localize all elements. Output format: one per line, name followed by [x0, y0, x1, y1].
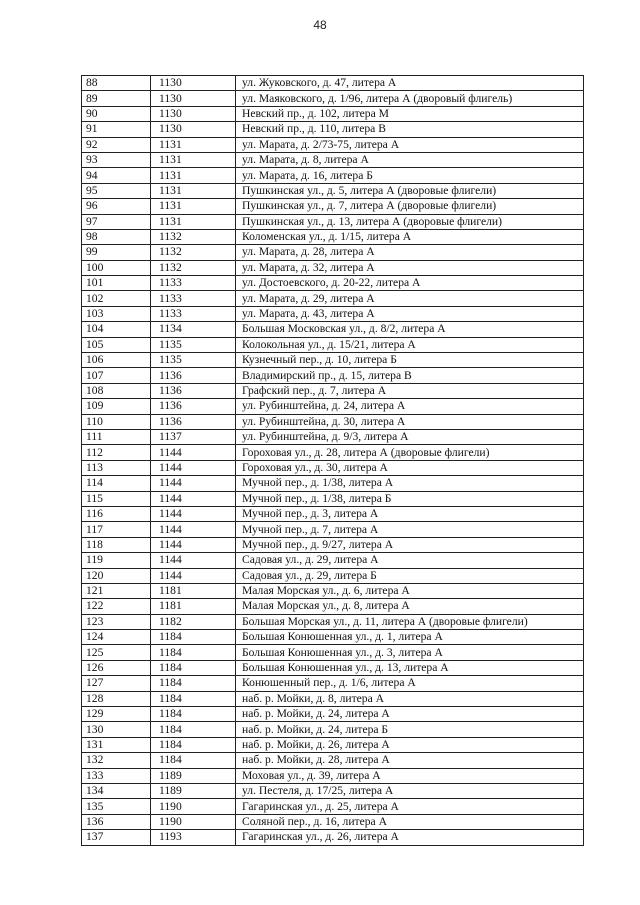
table-row	[82, 583, 584, 598]
row-number-cell: 98	[82, 229, 151, 244]
address-cell: Колокольная ул., д. 15/21, литера А	[236, 337, 584, 352]
row-number-cell: 101	[82, 276, 151, 291]
address-cell: ул. Пестеля, д. 17/25, литера А	[236, 783, 584, 798]
row-number-cell: 133	[82, 768, 151, 783]
address-cell: наб. р. Мойки, д. 28, литера А	[236, 753, 584, 768]
row-number-cell: 95	[82, 183, 151, 198]
block-code-cell: 1184	[151, 691, 236, 706]
row-number-cell: 130	[82, 722, 151, 737]
table-row	[82, 753, 584, 768]
address-cell: наб. р. Мойки, д. 24, литера А	[236, 707, 584, 722]
row-number-cell: 113	[82, 460, 151, 475]
block-code-cell: 1144	[151, 568, 236, 583]
row-number-cell: 107	[82, 368, 151, 383]
address-cell: ул. Достоевского, д. 20-22, литера А	[236, 276, 584, 291]
table-row	[82, 553, 584, 568]
table-row	[82, 768, 584, 783]
row-number-cell: 136	[82, 814, 151, 829]
block-code-cell: 1189	[151, 768, 236, 783]
block-code-cell: 1131	[151, 214, 236, 229]
address-cell: Большая Конюшенная ул., д. 3, литера А	[236, 645, 584, 660]
block-code-cell: 1134	[151, 322, 236, 337]
table-row	[82, 476, 584, 491]
table-row	[82, 337, 584, 352]
block-code-cell: 1184	[151, 630, 236, 645]
row-number-cell: 122	[82, 599, 151, 614]
block-code-cell: 1136	[151, 414, 236, 429]
row-number-cell: 100	[82, 260, 151, 275]
row-number-cell: 104	[82, 322, 151, 337]
address-cell: ул. Марата, д. 28, литера А	[236, 245, 584, 260]
block-code-cell: 1193	[151, 830, 236, 845]
row-number-cell: 127	[82, 676, 151, 691]
address-table	[81, 75, 584, 846]
address-cell: Моховая ул., д. 39, литера А	[236, 768, 584, 783]
table-row	[82, 722, 584, 737]
address-table-body	[82, 76, 584, 846]
address-cell: Большая Конюшенная ул., д. 1, литера А	[236, 630, 584, 645]
address-cell: Мучной пер., д. 7, литера А	[236, 522, 584, 537]
row-number-cell: 116	[82, 506, 151, 521]
table-row	[82, 137, 584, 152]
address-cell: ул. Маяковского, д. 1/96, литера А (дворовый флигель)	[236, 91, 584, 106]
address-cell: Невский пр., д. 110, литера В	[236, 122, 584, 137]
address-cell: наб. р. Мойки, д. 8, литера А	[236, 691, 584, 706]
block-code-cell: 1184	[151, 722, 236, 737]
table-row	[82, 830, 584, 845]
block-code-cell: 1133	[151, 276, 236, 291]
block-code-cell: 1184	[151, 676, 236, 691]
address-cell: Гороховая ул., д. 28, литера А (дворовые флигели)	[236, 445, 584, 460]
block-code-cell: 1184	[151, 753, 236, 768]
table-row	[82, 152, 584, 167]
block-code-cell: 1144	[151, 445, 236, 460]
row-number-cell: 111	[82, 429, 151, 444]
block-code-cell: 1130	[151, 91, 236, 106]
table-row	[82, 322, 584, 337]
block-code-cell: 1184	[151, 660, 236, 675]
table-row	[82, 368, 584, 383]
table-row	[82, 737, 584, 752]
block-code-cell: 1132	[151, 260, 236, 275]
block-code-cell: 1184	[151, 737, 236, 752]
row-number-cell: 91	[82, 122, 151, 137]
block-code-cell: 1144	[151, 460, 236, 475]
address-cell: Пушкинская ул., д. 7, литера А (дворовые флигели)	[236, 199, 584, 214]
address-cell: Невский пр., д. 102, литера М	[236, 106, 584, 121]
table-row	[82, 399, 584, 414]
address-cell: Большая Морская ул., д. 11, литера А (дворовые флигели)	[236, 614, 584, 629]
address-cell: Конюшенный пер., д. 1/6, литера А	[236, 676, 584, 691]
address-cell: Садовая ул., д. 29, литера Б	[236, 568, 584, 583]
block-code-cell: 1131	[151, 168, 236, 183]
row-number-cell: 125	[82, 645, 151, 660]
row-number-cell: 126	[82, 660, 151, 675]
table-row	[82, 383, 584, 398]
row-number-cell: 96	[82, 199, 151, 214]
address-cell: наб. р. Мойки, д. 24, литера Б	[236, 722, 584, 737]
table-row	[82, 245, 584, 260]
row-number-cell: 128	[82, 691, 151, 706]
address-cell: Мучной пер., д. 1/38, литера А	[236, 476, 584, 491]
block-code-cell: 1132	[151, 229, 236, 244]
block-code-cell: 1184	[151, 645, 236, 660]
row-number-cell: 114	[82, 476, 151, 491]
row-number-cell: 92	[82, 137, 151, 152]
address-cell: Большая Конюшенная ул., д. 13, литера А	[236, 660, 584, 675]
table-row	[82, 707, 584, 722]
address-cell: Гороховая ул., д. 30, литера А	[236, 460, 584, 475]
row-number-cell: 115	[82, 491, 151, 506]
row-number-cell: 90	[82, 106, 151, 121]
address-cell: Владимирский пр., д. 15, литера В	[236, 368, 584, 383]
block-code-cell: 1133	[151, 291, 236, 306]
table-row	[82, 429, 584, 444]
table-row	[82, 183, 584, 198]
table-row	[82, 445, 584, 460]
block-code-cell: 1135	[151, 353, 236, 368]
row-number-cell: 88	[82, 76, 151, 91]
address-cell: Садовая ул., д. 29, литера А	[236, 553, 584, 568]
address-cell: Гагаринская ул., д. 26, литера А	[236, 830, 584, 845]
row-number-cell: 97	[82, 214, 151, 229]
row-number-cell: 131	[82, 737, 151, 752]
table-row	[82, 353, 584, 368]
row-number-cell: 103	[82, 306, 151, 321]
block-code-cell: 1136	[151, 383, 236, 398]
table-row	[82, 568, 584, 583]
block-code-cell: 1181	[151, 583, 236, 598]
table-row	[82, 691, 584, 706]
address-cell: Мучной пер., д. 9/27, литера А	[236, 537, 584, 552]
address-cell: ул. Рубинштейна, д. 30, литера А	[236, 414, 584, 429]
page-number: 48	[313, 18, 327, 32]
row-number-cell: 135	[82, 799, 151, 814]
row-number-cell: 105	[82, 337, 151, 352]
address-cell: ул. Рубинштейна, д. 9/3, литера А	[236, 429, 584, 444]
table-row	[82, 506, 584, 521]
row-number-cell: 109	[82, 399, 151, 414]
block-code-cell: 1136	[151, 368, 236, 383]
block-code-cell: 1135	[151, 337, 236, 352]
row-number-cell: 120	[82, 568, 151, 583]
block-code-cell: 1184	[151, 707, 236, 722]
block-code-cell: 1144	[151, 476, 236, 491]
address-cell: ул. Марата, д. 16, литера Б	[236, 168, 584, 183]
table-row	[82, 814, 584, 829]
address-cell: ул. Марата, д. 2/73-75, литера А	[236, 137, 584, 152]
block-code-cell: 1144	[151, 537, 236, 552]
block-code-cell: 1131	[151, 183, 236, 198]
table-row	[82, 276, 584, 291]
row-number-cell: 137	[82, 830, 151, 845]
block-code-cell: 1137	[151, 429, 236, 444]
table-row	[82, 676, 584, 691]
row-number-cell: 93	[82, 152, 151, 167]
address-cell: Малая Морская ул., д. 8, литера А	[236, 599, 584, 614]
table-row	[82, 168, 584, 183]
row-number-cell: 118	[82, 537, 151, 552]
block-code-cell: 1131	[151, 137, 236, 152]
row-number-cell: 102	[82, 291, 151, 306]
address-cell: ул. Рубинштейна, д. 24, литера А	[236, 399, 584, 414]
block-code-cell: 1131	[151, 152, 236, 167]
address-cell: Коломенская ул., д. 1/15, литера А	[236, 229, 584, 244]
row-number-cell: 110	[82, 414, 151, 429]
row-number-cell: 112	[82, 445, 151, 460]
row-number-cell: 134	[82, 783, 151, 798]
block-code-cell: 1131	[151, 199, 236, 214]
row-number-cell: 108	[82, 383, 151, 398]
table-row	[82, 122, 584, 137]
address-cell: ул. Жуковского, д. 47, литера А	[236, 76, 584, 91]
table-row	[82, 799, 584, 814]
table-row	[82, 599, 584, 614]
block-code-cell: 1130	[151, 76, 236, 91]
table-row	[82, 229, 584, 244]
block-code-cell: 1144	[151, 553, 236, 568]
block-code-cell: 1190	[151, 814, 236, 829]
address-cell: Большая Московская ул., д. 8/2, литера А	[236, 322, 584, 337]
block-code-cell: 1144	[151, 522, 236, 537]
row-number-cell: 94	[82, 168, 151, 183]
address-cell: Пушкинская ул., д. 13, литера А (дворовые флигели)	[236, 214, 584, 229]
block-code-cell: 1190	[151, 799, 236, 814]
block-code-cell: 1130	[151, 106, 236, 121]
address-cell: Пушкинская ул., д. 5, литера А (дворовые флигели)	[236, 183, 584, 198]
block-code-cell: 1189	[151, 783, 236, 798]
row-number-cell: 106	[82, 353, 151, 368]
table-row	[82, 106, 584, 121]
block-code-cell: 1182	[151, 614, 236, 629]
table-row	[82, 660, 584, 675]
address-cell: ул. Марата, д. 32, литера А	[236, 260, 584, 275]
address-cell: Малая Морская ул., д. 6, литера А	[236, 583, 584, 598]
table-row	[82, 260, 584, 275]
block-code-cell: 1181	[151, 599, 236, 614]
block-code-cell: 1144	[151, 491, 236, 506]
address-cell: ул. Марата, д. 29, литера А	[236, 291, 584, 306]
block-code-cell: 1133	[151, 306, 236, 321]
address-cell: ул. Марата, д. 43, литера А	[236, 306, 584, 321]
row-number-cell: 132	[82, 753, 151, 768]
address-cell: Мучной пер., д. 3, литера А	[236, 506, 584, 521]
block-code-cell: 1130	[151, 122, 236, 137]
table-row	[82, 630, 584, 645]
table-row	[82, 76, 584, 91]
address-cell: Соляной пер., д. 16, литера А	[236, 814, 584, 829]
address-cell: Гагаринская ул., д. 25, литера А	[236, 799, 584, 814]
row-number-cell: 119	[82, 553, 151, 568]
table-row	[82, 491, 584, 506]
address-cell: наб. р. Мойки, д. 26, литера А	[236, 737, 584, 752]
table-row	[82, 614, 584, 629]
table-row	[82, 91, 584, 106]
table-row	[82, 414, 584, 429]
table-row	[82, 199, 584, 214]
row-number-cell: 129	[82, 707, 151, 722]
block-code-cell: 1136	[151, 399, 236, 414]
address-cell: Кузнечный пер., д. 10, литера Б	[236, 353, 584, 368]
table-row	[82, 306, 584, 321]
block-code-cell: 1132	[151, 245, 236, 260]
row-number-cell: 123	[82, 614, 151, 629]
table-row	[82, 460, 584, 475]
block-code-cell: 1144	[151, 506, 236, 521]
table-row	[82, 783, 584, 798]
row-number-cell: 99	[82, 245, 151, 260]
address-cell: Мучной пер., д. 1/38, литера Б	[236, 491, 584, 506]
table-row	[82, 214, 584, 229]
row-number-cell: 89	[82, 91, 151, 106]
table-row	[82, 291, 584, 306]
table-row	[82, 645, 584, 660]
address-cell: Графский пер., д. 7, литера А	[236, 383, 584, 398]
address-cell: ул. Марата, д. 8, литера А	[236, 152, 584, 167]
row-number-cell: 124	[82, 630, 151, 645]
row-number-cell: 117	[82, 522, 151, 537]
table-row	[82, 537, 584, 552]
table-row	[82, 522, 584, 537]
row-number-cell: 121	[82, 583, 151, 598]
